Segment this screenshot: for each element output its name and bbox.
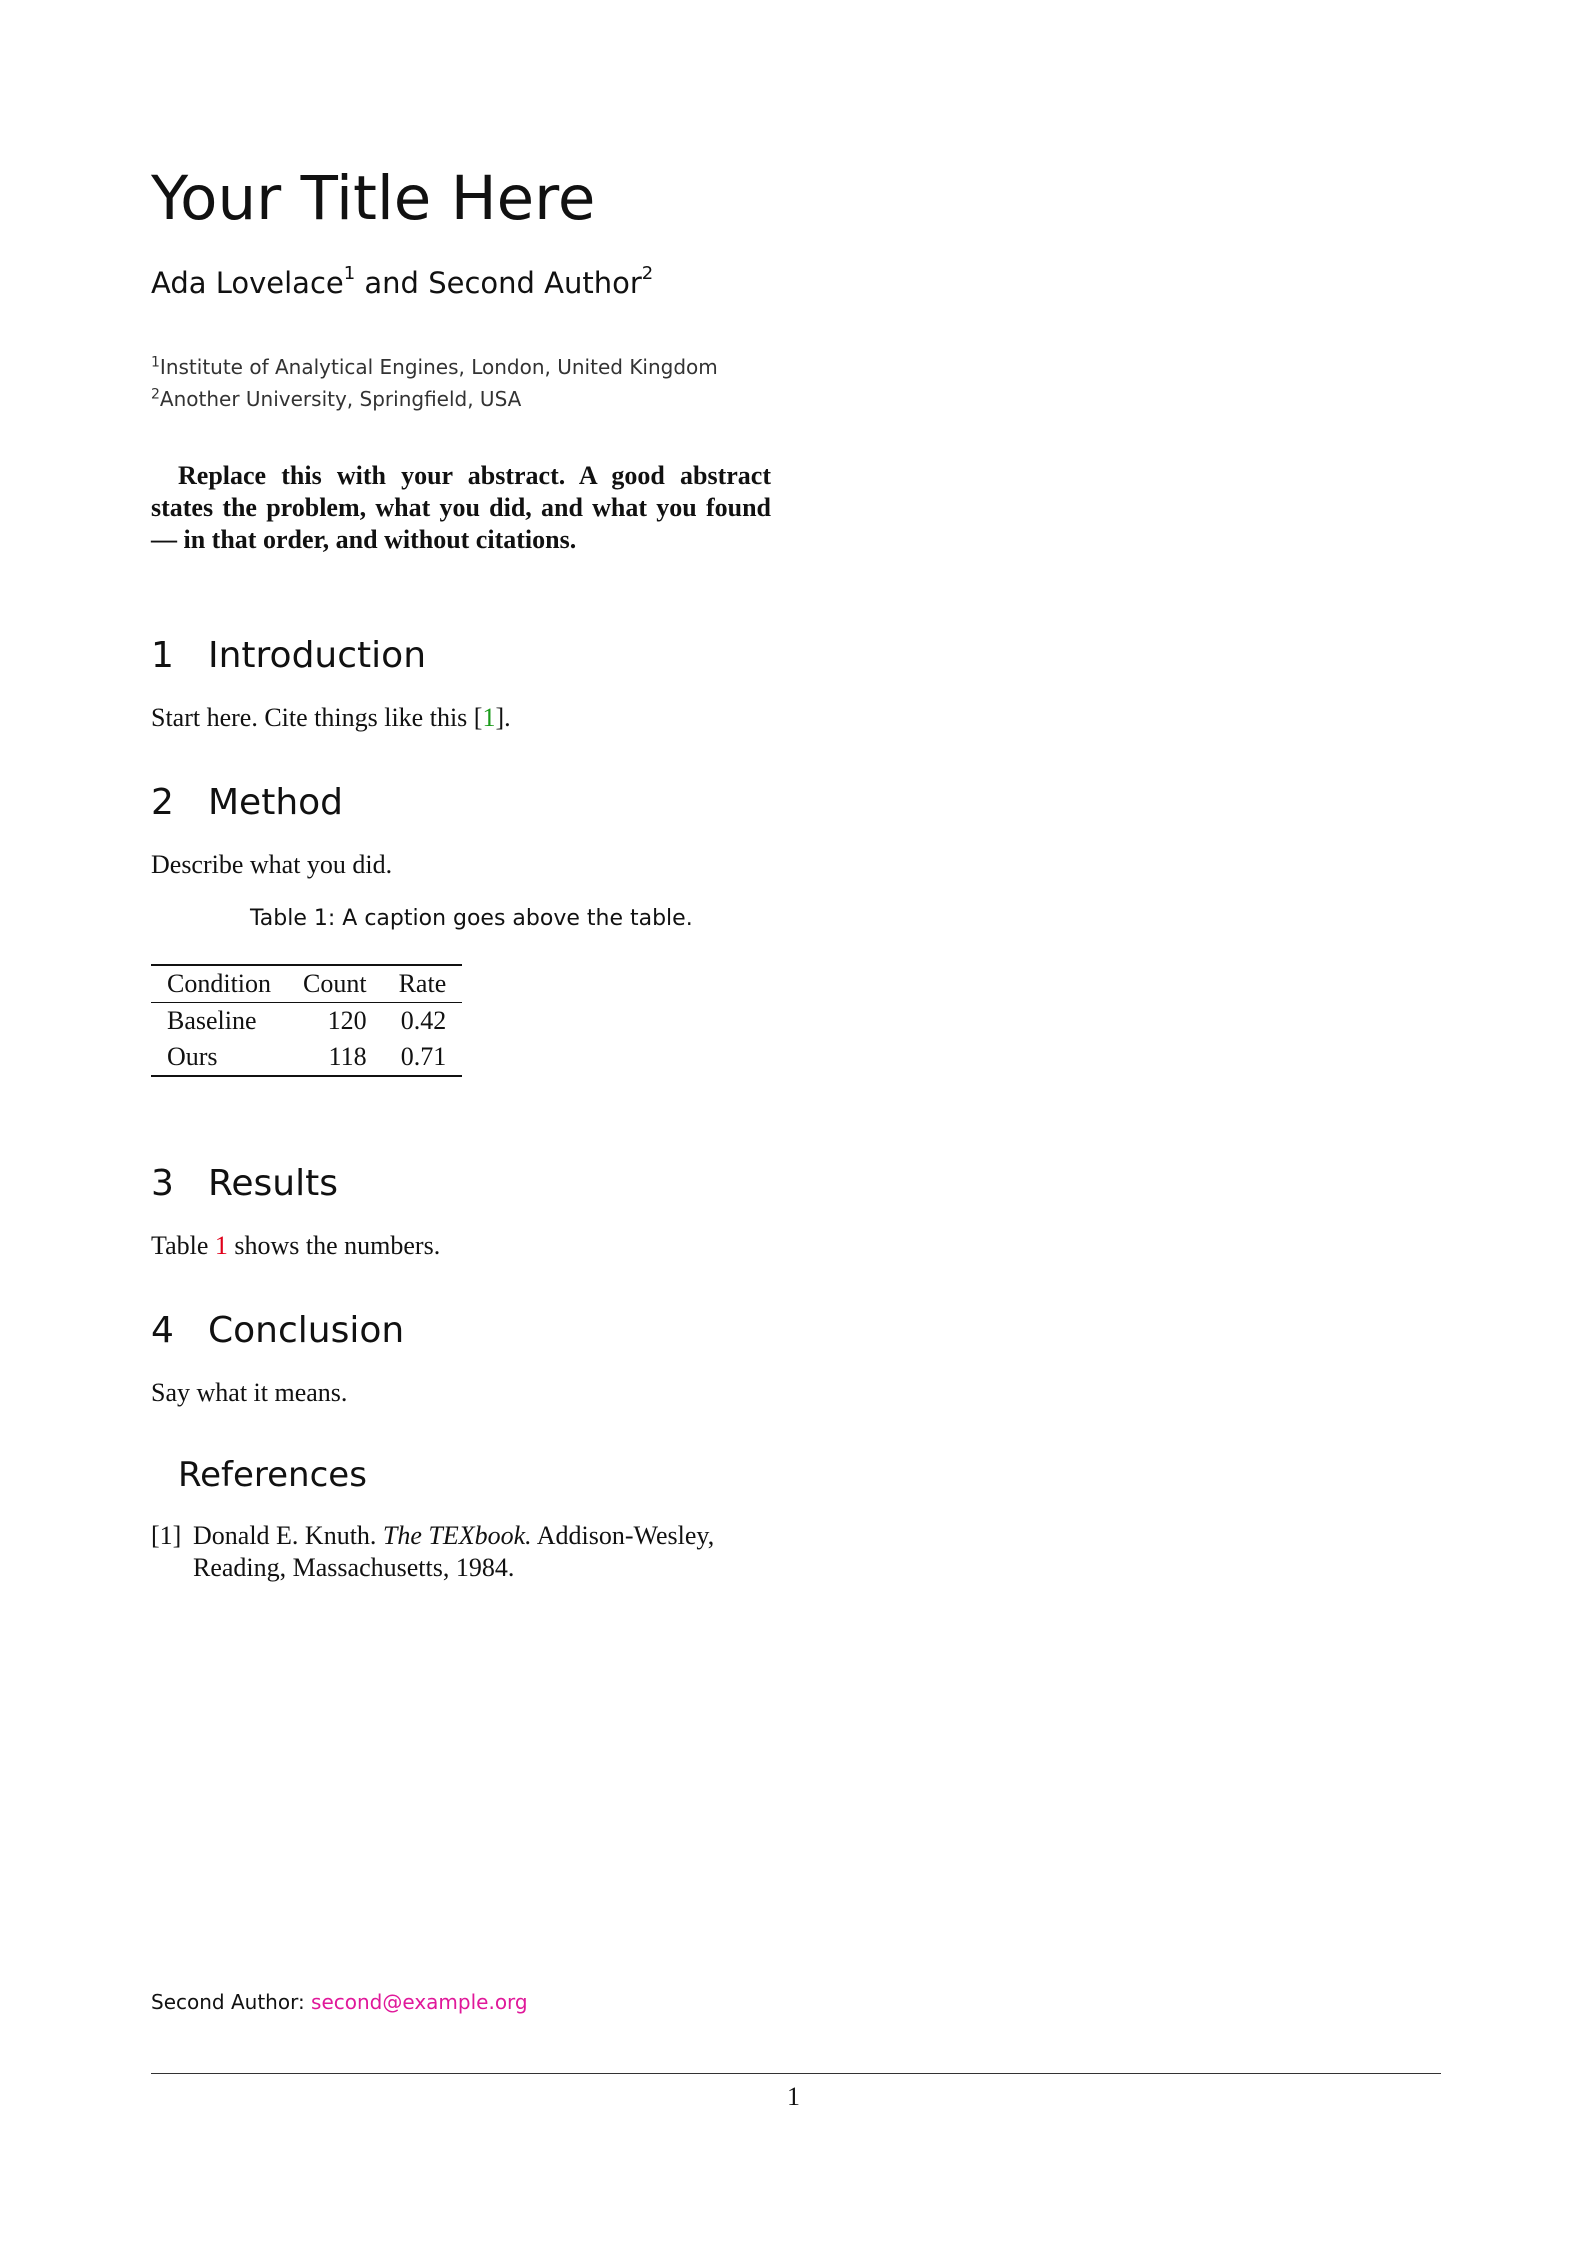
footnote-label: Second Author: (151, 1990, 305, 2014)
table-cell: 118 (328, 1042, 367, 1071)
table-header: Condition (167, 969, 272, 998)
affiliation-text: Another University, Springfield, USA (159, 387, 522, 411)
section-title: Conclusion (208, 1310, 405, 1351)
citation-link[interactable]: 1 (482, 703, 496, 732)
paragraph-text: shows the numbers. (227, 1231, 441, 1260)
abstract-text: Replace this with your abstract. A good abstract states the problem, what you did, and what you found — in that order, and without citations. (151, 461, 771, 554)
table-cell: 0.42 (400, 1006, 447, 1035)
reference-author: Donald E. Knuth. (193, 1521, 377, 1550)
section-heading (151, 1164, 338, 1204)
affiliation-mark: 1 (151, 354, 160, 371)
paragraph (151, 1230, 440, 1262)
email-link[interactable]: second@example.org (311, 1990, 528, 2014)
paragraph-text: Table (151, 1231, 215, 1260)
footer-rule (151, 2073, 1441, 2074)
section-heading (151, 636, 426, 676)
table-row (151, 1039, 462, 1076)
footnote (151, 1990, 528, 2014)
table-header-row (151, 965, 462, 1003)
affiliation (151, 387, 521, 411)
abstract (151, 460, 771, 556)
section-heading (151, 783, 343, 823)
paragraph-text: ]. (495, 703, 511, 732)
author-name: Second Author (428, 266, 642, 300)
reference-item (151, 1520, 771, 1584)
table-cell: Ours (167, 1042, 218, 1071)
reference-publisher: Addison-Wesley, Reading, Massachusetts, 1984. (193, 1521, 715, 1582)
affiliation-mark: 2 (151, 386, 160, 403)
paragraph: Say what it means. (151, 1378, 348, 1407)
reference-title: The TEXbook. (382, 1521, 532, 1550)
section-title: Introduction (208, 635, 427, 676)
results-table (151, 964, 462, 1077)
references-heading: References (178, 1455, 367, 1495)
author-connector: and (364, 266, 419, 300)
section-heading (151, 1311, 404, 1351)
section-number: 1 (151, 635, 174, 676)
table-cell: 0.71 (400, 1042, 447, 1071)
paper-title: Your Title Here (151, 163, 596, 234)
paragraph (151, 702, 511, 734)
table-header: Count (303, 969, 367, 998)
table-cell: 120 (327, 1006, 367, 1035)
affiliation (151, 355, 718, 379)
section-number: 2 (151, 782, 174, 823)
table-reference-link[interactable]: 1 (214, 1231, 228, 1260)
table-caption: Table 1: A caption goes above the table. (250, 906, 693, 931)
reference-label: [1] (151, 1521, 182, 1550)
table-header: Rate (398, 969, 447, 998)
page-number: 1 (787, 2082, 800, 2111)
section-title: Results (208, 1163, 338, 1204)
author-affiliation-mark: 1 (343, 263, 356, 285)
table-row (151, 1003, 462, 1040)
author-line (151, 263, 654, 301)
section-title: Method (208, 782, 344, 823)
author-affiliation-mark: 2 (641, 263, 654, 285)
table-cell: Baseline (167, 1006, 257, 1035)
affiliation-text: Institute of Analytical Engines, London, United Kingdom (159, 355, 718, 379)
reference-body (193, 1520, 771, 1584)
section-number: 3 (151, 1163, 174, 1204)
paragraph-text: Start here. Cite things like this [ (151, 703, 483, 732)
paragraph: Describe what you did. (151, 850, 393, 879)
author-name: Ada Lovelace (151, 266, 344, 300)
section-number: 4 (151, 1310, 174, 1351)
